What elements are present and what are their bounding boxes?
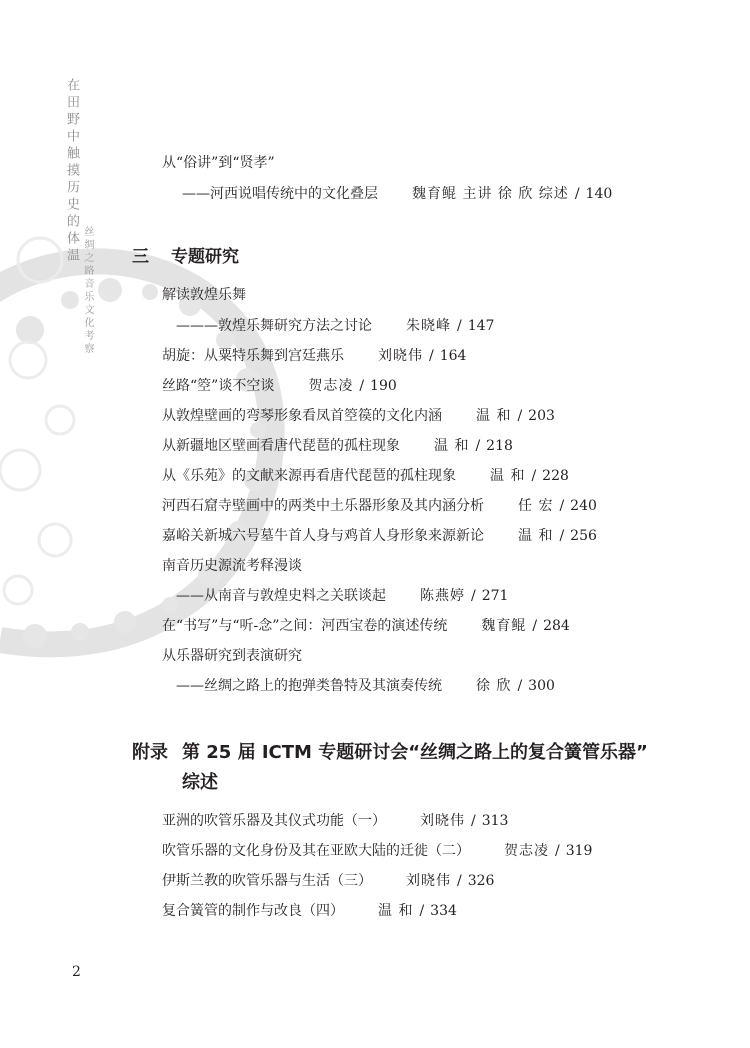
entry-title: ——从南音与敦煌史料之关联谈起 [176,588,386,604]
toc-entry[interactable] [162,812,508,830]
entry-authors: 朱晓峰 [406,318,451,334]
entry-authors: 徐 欣 [476,678,512,694]
entry-title: 亚洲的吹管乐器及其仪式功能（一） [162,813,386,829]
entry-title: 从乐器研究到表演研究 [162,648,302,664]
entry-page: 240 [570,498,597,514]
separator: / [419,903,425,919]
entry-title: ———敦煌乐舞研究方法之讨论 [176,318,372,334]
entry-page: 300 [528,678,555,694]
entry-page: 203 [528,408,555,424]
entry-authors: 温 和 [518,528,554,544]
entry-authors: 魏育鲲 主讲 徐 欣 综述 [412,186,569,202]
entry-page: 140 [585,186,613,202]
entry-page: 326 [467,873,495,889]
book-title: 在田野中触摸历史的体温 [64,78,79,265]
separator: / [457,873,462,889]
separator: / [471,813,476,829]
entry-page: 256 [570,528,597,544]
entry-authors: 温 和 [378,903,414,919]
entry-title: 从“俗讲”到“贤孝” [162,155,275,171]
entry-authors: 贺志凌 [504,843,549,859]
toc-entry[interactable] [162,527,597,545]
separator: / [457,318,462,334]
separator: / [531,468,537,484]
separator: / [359,378,365,394]
book-subtitle: 丝绸之路音乐文化考察 [82,226,93,356]
entry-authors: 温 和 [434,438,470,454]
appendix-title: 第 25 届 ICTM 专题研讨会“丝绸之路上的复合簧管乐器” [182,742,648,763]
entry-authors: 温 和 [490,468,526,484]
entry-page: 147 [467,318,495,334]
entry-title: 嘉峪关新城六号墓牛首人身与鸡首人身形象来源新论 [162,528,484,544]
separator: / [574,186,580,202]
separator: / [555,843,560,859]
entry-authors: 贺志凌 [308,378,354,394]
separator: / [532,618,538,634]
page-number: 2 [72,964,81,980]
entry-title: 从新疆地区壁画看唐代琵琶的孤柱现象 [162,438,400,454]
entry-title: ——丝绸之路上的抱弹类鲁特及其演奏传统 [176,678,442,694]
separator: / [475,438,481,454]
toc-entry[interactable] [162,557,302,575]
entry-title: 丝路“箜”谈不空谈 [162,378,275,394]
entry-authors: 刘晓伟 [420,813,465,829]
entry-authors: 任 宏 [518,498,554,514]
toc-entry[interactable] [176,317,494,335]
separator: / [429,348,434,364]
toc-entry[interactable] [162,842,592,860]
toc-entry[interactable] [162,872,494,890]
section-number: 三 [132,247,149,267]
toc-entry[interactable] [162,902,457,920]
entry-title: 伊斯兰教的吹管乐器与生活（三） [162,873,372,889]
entry-title: 从敦煌壁画的弯琴形象看凤首箜篌的文化内涵 [162,408,442,424]
entry-page: 319 [565,843,593,859]
toc-entry[interactable] [162,467,569,485]
entry-title: 胡旋：从粟特乐舞到宫廷燕乐 [162,348,344,364]
toc-entry[interactable] [162,647,302,665]
entry-page: 271 [481,588,509,604]
entry-title: ——河西说唱传统中的文化叠层 [182,186,378,202]
separator: / [517,408,523,424]
entry-title: 吹管乐器的文化身份及其在亚欧大陆的迁徙（二） [162,843,470,859]
entry-title: 解读敦煌乐舞 [162,287,246,303]
separator: / [471,588,476,604]
entry-title: 河西石窟寺壁画中的两类中土乐器形象及其内涵分析 [162,498,484,514]
section-heading [132,242,239,267]
entry-page: 284 [543,618,570,634]
separator: / [517,678,523,694]
toc-entry[interactable] [162,347,466,365]
entry-title: 复合簧管的制作与改良（四） [162,903,344,919]
entry-title: 从《乐苑》的文献来源再看唐代琵琶的孤柱现象 [162,468,456,484]
toc-entry[interactable] [162,497,597,515]
entry-page: 334 [430,903,457,919]
entry-page: 218 [486,438,513,454]
appendix-heading [132,738,648,764]
entry-authors: 刘晓伟 [406,873,451,889]
entry-page: 164 [439,348,467,364]
toc-entry[interactable] [162,407,555,425]
entry-page: 228 [542,468,569,484]
separator: / [559,528,565,544]
entry-authors: 魏育鲲 [481,618,527,634]
entry-title: 在“书写”与“听-念”之间：河西宝卷的演述传统 [162,618,448,634]
toc-entry[interactable] [162,617,570,635]
entry-authors: 温 和 [476,408,512,424]
appendix-heading-continued: 综述 [182,772,218,793]
entry-authors: 陈燕婷 [420,588,465,604]
toc-entry[interactable] [162,437,513,455]
entry-page: 190 [370,378,397,394]
separator: / [559,498,565,514]
toc-entry[interactable] [182,185,612,203]
entry-title: 南音历史源流考释漫谈 [162,558,302,574]
entry-page: 313 [481,813,509,829]
entry-authors: 刘晓伟 [378,348,423,364]
appendix-label: 附录 [132,742,168,763]
toc-entry[interactable] [162,377,397,395]
toc-entry[interactable] [162,286,246,304]
section-title: 专题研究 [171,247,239,267]
toc-entry[interactable] [176,677,555,695]
toc-entry[interactable] [162,154,275,172]
toc-entry[interactable] [176,587,508,605]
